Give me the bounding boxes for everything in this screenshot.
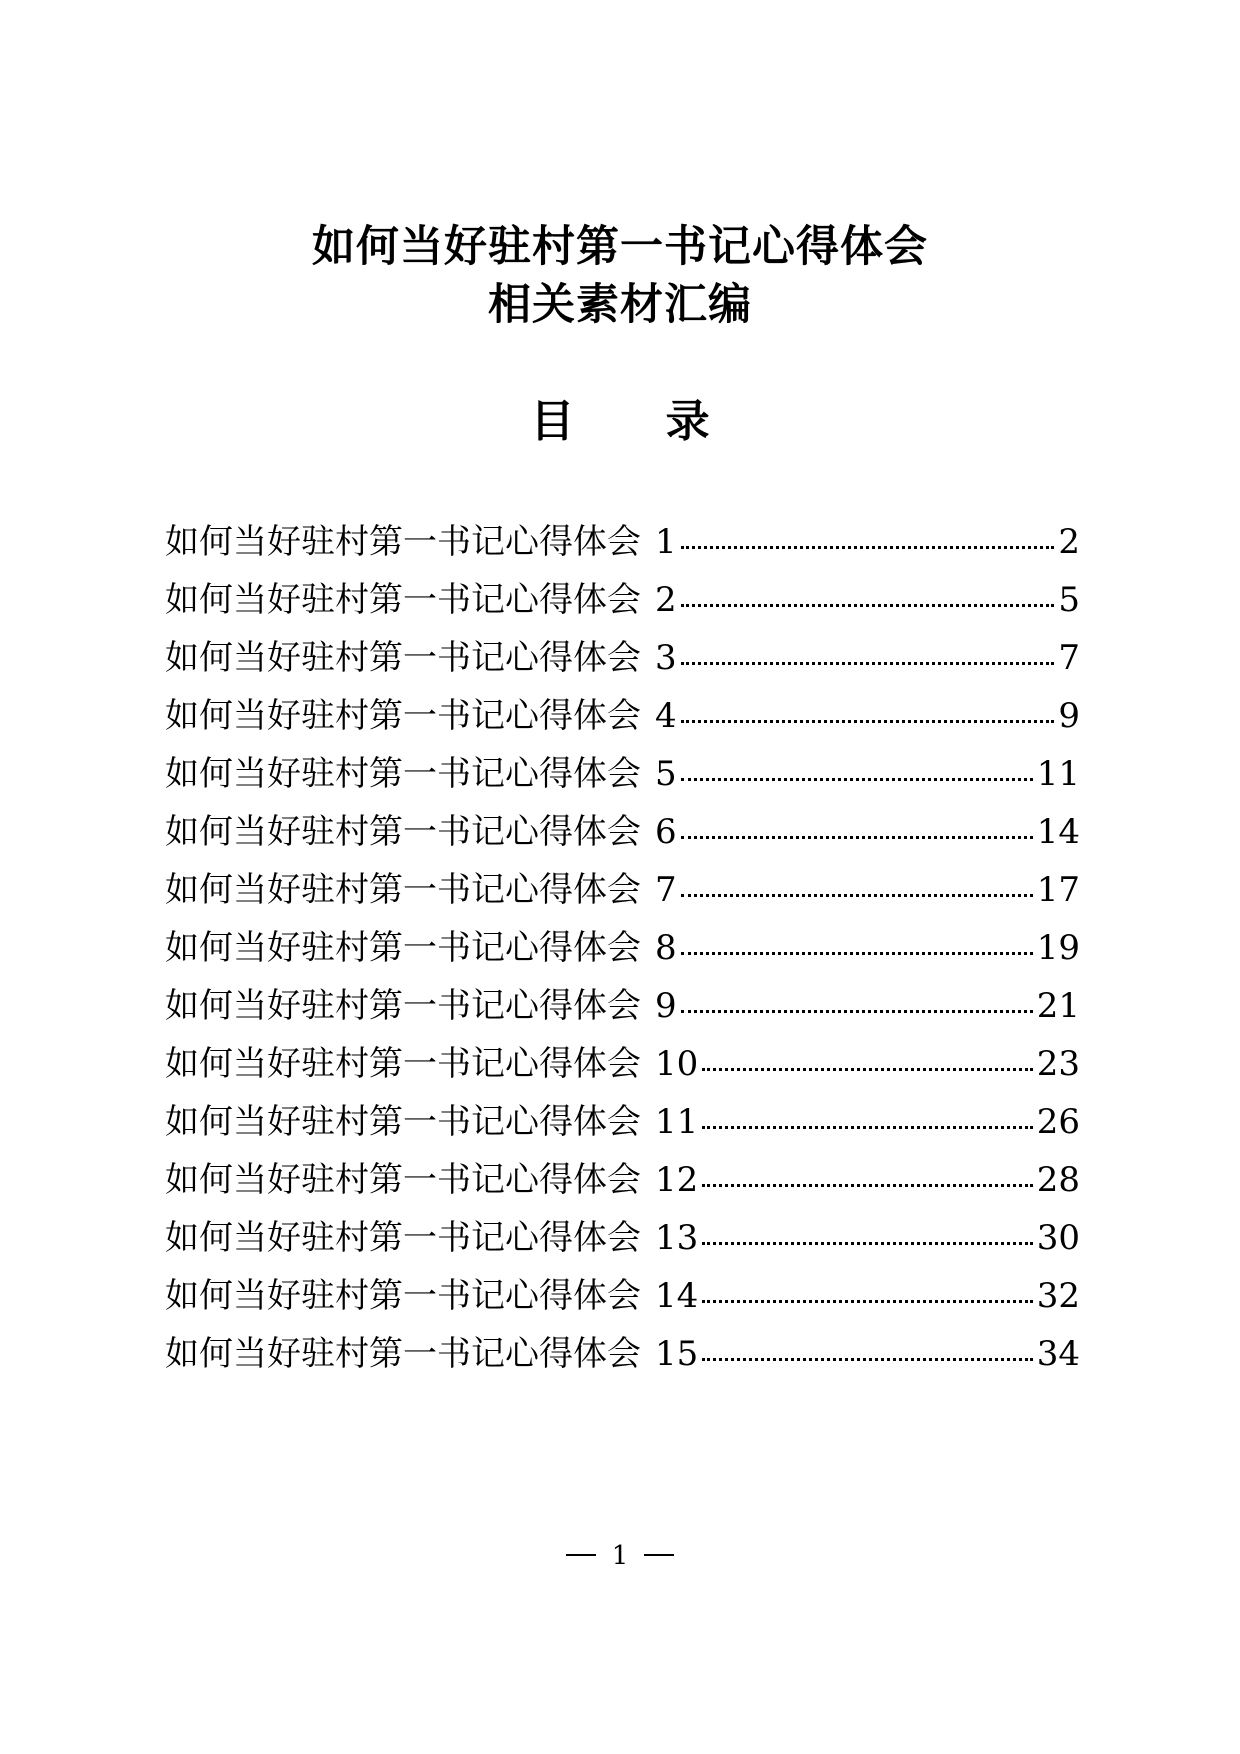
toc-entry[interactable] [165, 803, 1080, 861]
toc-entry-title: 如何当好驻村第一书记心得体会 [165, 928, 641, 968]
toc-dot-leader [702, 1181, 1032, 1187]
toc-entry-page: 14 [1036, 812, 1080, 852]
toc-entry-page: 2 [1058, 522, 1080, 562]
toc-entry-number: 7 [655, 870, 677, 910]
toc-entry-title: 如何当好驻村第一书记心得体会 [165, 580, 641, 620]
toc-entry-page: 11 [1036, 754, 1080, 794]
toc-entry-page: 21 [1036, 986, 1080, 1026]
toc-entry-title: 如何当好驻村第一书记心得体会 [165, 812, 641, 852]
toc-entry-number: 13 [655, 1218, 699, 1258]
toc-entry-page: 19 [1036, 928, 1080, 968]
page-footer [0, 1538, 1240, 1574]
toc-entry-title: 如何当好驻村第一书记心得体会 [165, 1276, 641, 1316]
toc-entry-number: 14 [655, 1276, 699, 1316]
toc-heading: 目 录 [530, 396, 748, 447]
toc-entry-page: 5 [1058, 580, 1080, 620]
toc-dot-leader [681, 1007, 1033, 1013]
toc-entry-title: 如何当好驻村第一书记心得体会 [165, 696, 641, 736]
toc-entry-title: 如何当好驻村第一书记心得体会 [165, 1160, 641, 1200]
toc-entry[interactable] [165, 861, 1080, 919]
toc-dot-leader [681, 543, 1055, 549]
toc-entry-page: 26 [1036, 1102, 1080, 1142]
toc-entry-number: 6 [655, 812, 677, 852]
toc-entry-page: 32 [1036, 1276, 1080, 1316]
toc-entry-title: 如何当好驻村第一书记心得体会 [165, 986, 641, 1026]
toc-entry[interactable] [165, 687, 1080, 745]
toc-dot-leader [681, 949, 1033, 955]
toc-entry-page: 30 [1036, 1218, 1080, 1258]
toc-entry-page: 9 [1058, 696, 1080, 736]
toc-entry-page: 17 [1036, 870, 1080, 910]
toc-dot-leader [702, 1065, 1032, 1071]
toc-dot-leader [681, 891, 1033, 897]
toc-entry-number: 15 [655, 1334, 699, 1374]
toc-entry-number: 8 [655, 928, 677, 968]
toc-entry-page: 23 [1036, 1044, 1080, 1084]
toc-entry-title: 如何当好驻村第一书记心得体会 [165, 1334, 641, 1374]
footer-dash-left [566, 1554, 596, 1556]
toc-entry-title: 如何当好驻村第一书记心得体会 [165, 1218, 641, 1258]
page-number: 1 [611, 1541, 629, 1571]
title-line-2: 相关素材汇编 [488, 280, 752, 330]
toc-entry-number: 4 [655, 696, 677, 736]
toc-dot-leader [681, 601, 1055, 607]
toc-entry[interactable] [165, 629, 1080, 687]
toc-entry[interactable] [165, 1209, 1080, 1267]
toc-entry-title: 如何当好驻村第一书记心得体会 [165, 522, 641, 562]
toc-entry-number: 5 [655, 754, 677, 794]
toc-entry-title: 如何当好驻村第一书记心得体会 [165, 1102, 641, 1142]
toc-dot-leader [702, 1123, 1032, 1129]
toc-entry-page: 34 [1036, 1334, 1080, 1374]
toc-entry[interactable] [165, 513, 1080, 571]
toc-entry-number: 9 [655, 986, 677, 1026]
document-title [0, 218, 1240, 334]
toc-entry[interactable] [165, 1151, 1080, 1209]
toc-dot-leader [702, 1239, 1032, 1245]
toc-dot-leader [702, 1297, 1032, 1303]
toc-entry-page: 28 [1036, 1160, 1080, 1200]
toc-entry-number: 12 [655, 1160, 699, 1200]
toc-dot-leader [681, 717, 1055, 723]
toc-entry-title: 如何当好驻村第一书记心得体会 [165, 1044, 641, 1084]
toc-entry[interactable] [165, 1267, 1080, 1325]
toc-dot-leader [681, 833, 1033, 839]
toc-entry[interactable] [165, 745, 1080, 803]
toc-entry[interactable] [165, 919, 1080, 977]
toc-entry-title: 如何当好驻村第一书记心得体会 [165, 870, 641, 910]
title-line-1: 如何当好驻村第一书记心得体会 [312, 222, 928, 272]
toc-entry-title: 如何当好驻村第一书记心得体会 [165, 638, 641, 678]
toc-entry[interactable] [165, 571, 1080, 629]
toc-entry-number: 10 [655, 1044, 699, 1084]
toc-entry-number: 3 [655, 638, 677, 678]
toc-entry[interactable] [165, 977, 1080, 1035]
toc-entry[interactable] [165, 1093, 1080, 1151]
table-of-contents [165, 513, 1080, 1383]
toc-dot-leader [681, 775, 1033, 781]
footer-dash-right [644, 1554, 674, 1556]
toc-entry-number: 2 [655, 580, 677, 620]
toc-entry[interactable] [165, 1325, 1080, 1383]
toc-entry-title: 如何当好驻村第一书记心得体会 [165, 754, 641, 794]
toc-entry[interactable] [165, 1035, 1080, 1093]
toc-dot-leader [681, 659, 1055, 665]
toc-entry-number: 1 [655, 522, 677, 562]
toc-entry-page: 7 [1058, 638, 1080, 678]
toc-entry-number: 11 [655, 1102, 699, 1142]
toc-dot-leader [702, 1355, 1032, 1361]
